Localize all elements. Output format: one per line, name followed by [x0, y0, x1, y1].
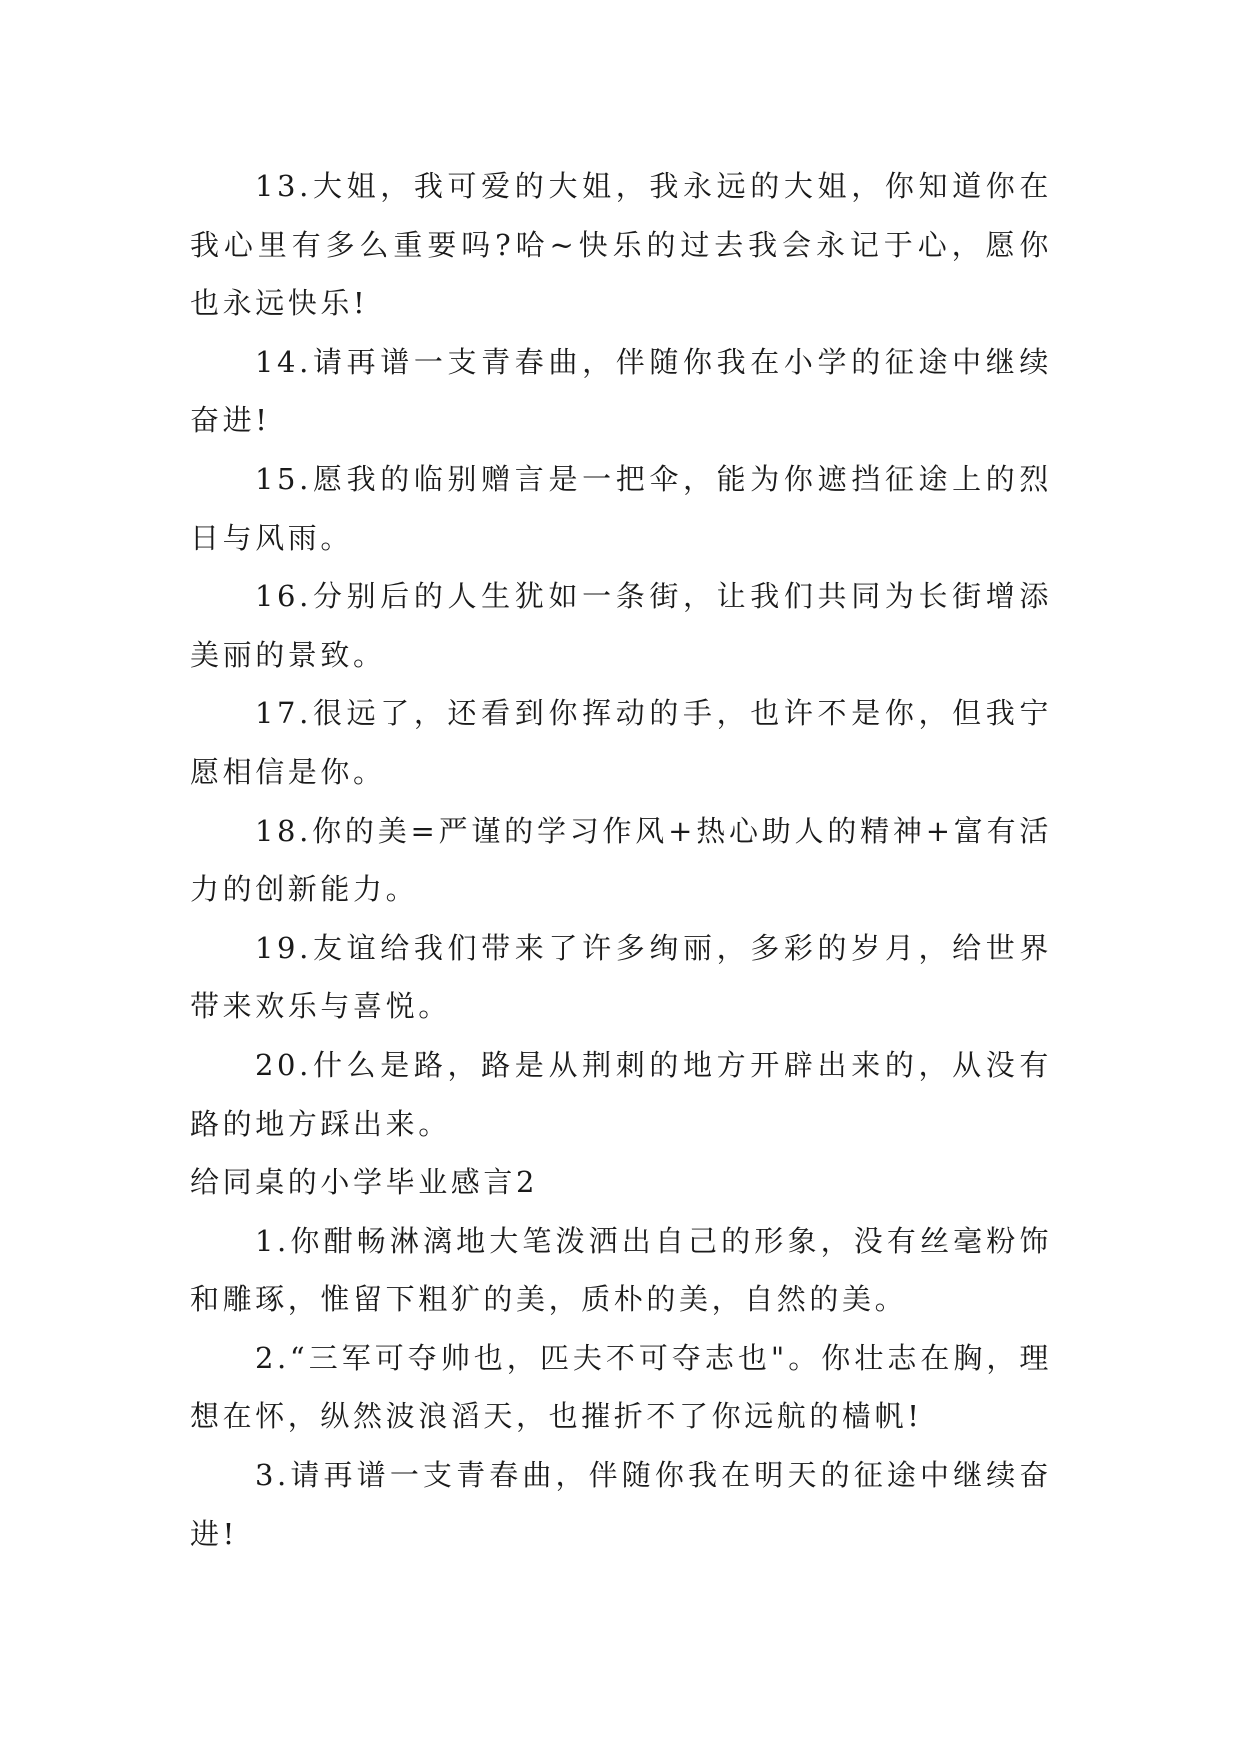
paragraph-13: 13.大姐，我可爱的大姐，我永远的大姐，你知道你在我心里有多么重要吗?哈~快乐的过去我会永记于心，愿你也永远快乐! — [190, 169, 1052, 321]
paragraph-16: 16.分别后的人生犹如一条街，让我们共同为长街增添美丽的景致。 — [190, 579, 1052, 672]
paragraph-19: 19.友谊给我们带来了许多绚丽，多彩的岁月，给世界带来欢乐与喜悦。 — [190, 930, 1052, 1024]
paragraph-15: 15.愿我的临别赠言是一把伞，能为你遮挡征途上的烈日与风雨。 — [190, 461, 1052, 555]
paragraph-18: 18.你的美=严谨的学习作风+热心助人的精神+富有活力的创新能力。 — [190, 813, 1052, 907]
paragraph-14: 14.请再谱一支青春曲，伴随你我在小学的征途中继续奋进! — [190, 344, 1052, 438]
paragraph-s2-1: 1.你酣畅淋漓地大笔泼洒出自己的形象，没有丝毫粉饰和雕琢，惟留下粗犷的美，质朴的美，自然的美。 — [190, 1223, 1052, 1317]
paragraph-20: 20.什么是路，路是从荆刺的地方开辟出来的，从没有路的地方踩出来。 — [190, 1047, 1052, 1141]
section-heading: 给同桌的小学毕业感言2 — [190, 1165, 539, 1200]
document-body — [190, 157, 1052, 1563]
paragraph-17: 17.很远了，还看到你挥动的手，也许不是你，但我宁愿相信是你。 — [190, 696, 1052, 789]
paragraph-s2-2: 2.“三军可夺帅也，匹夫不可夺志也"。你壮志在胸，理想在怀，纵然波浪滔天，也摧折不了你远航的樯帆! — [190, 1340, 1052, 1434]
paragraph-s2-3: 3.请再谱一支青春曲，伴随你我在明天的征途中继续奋进! — [190, 1458, 1052, 1551]
